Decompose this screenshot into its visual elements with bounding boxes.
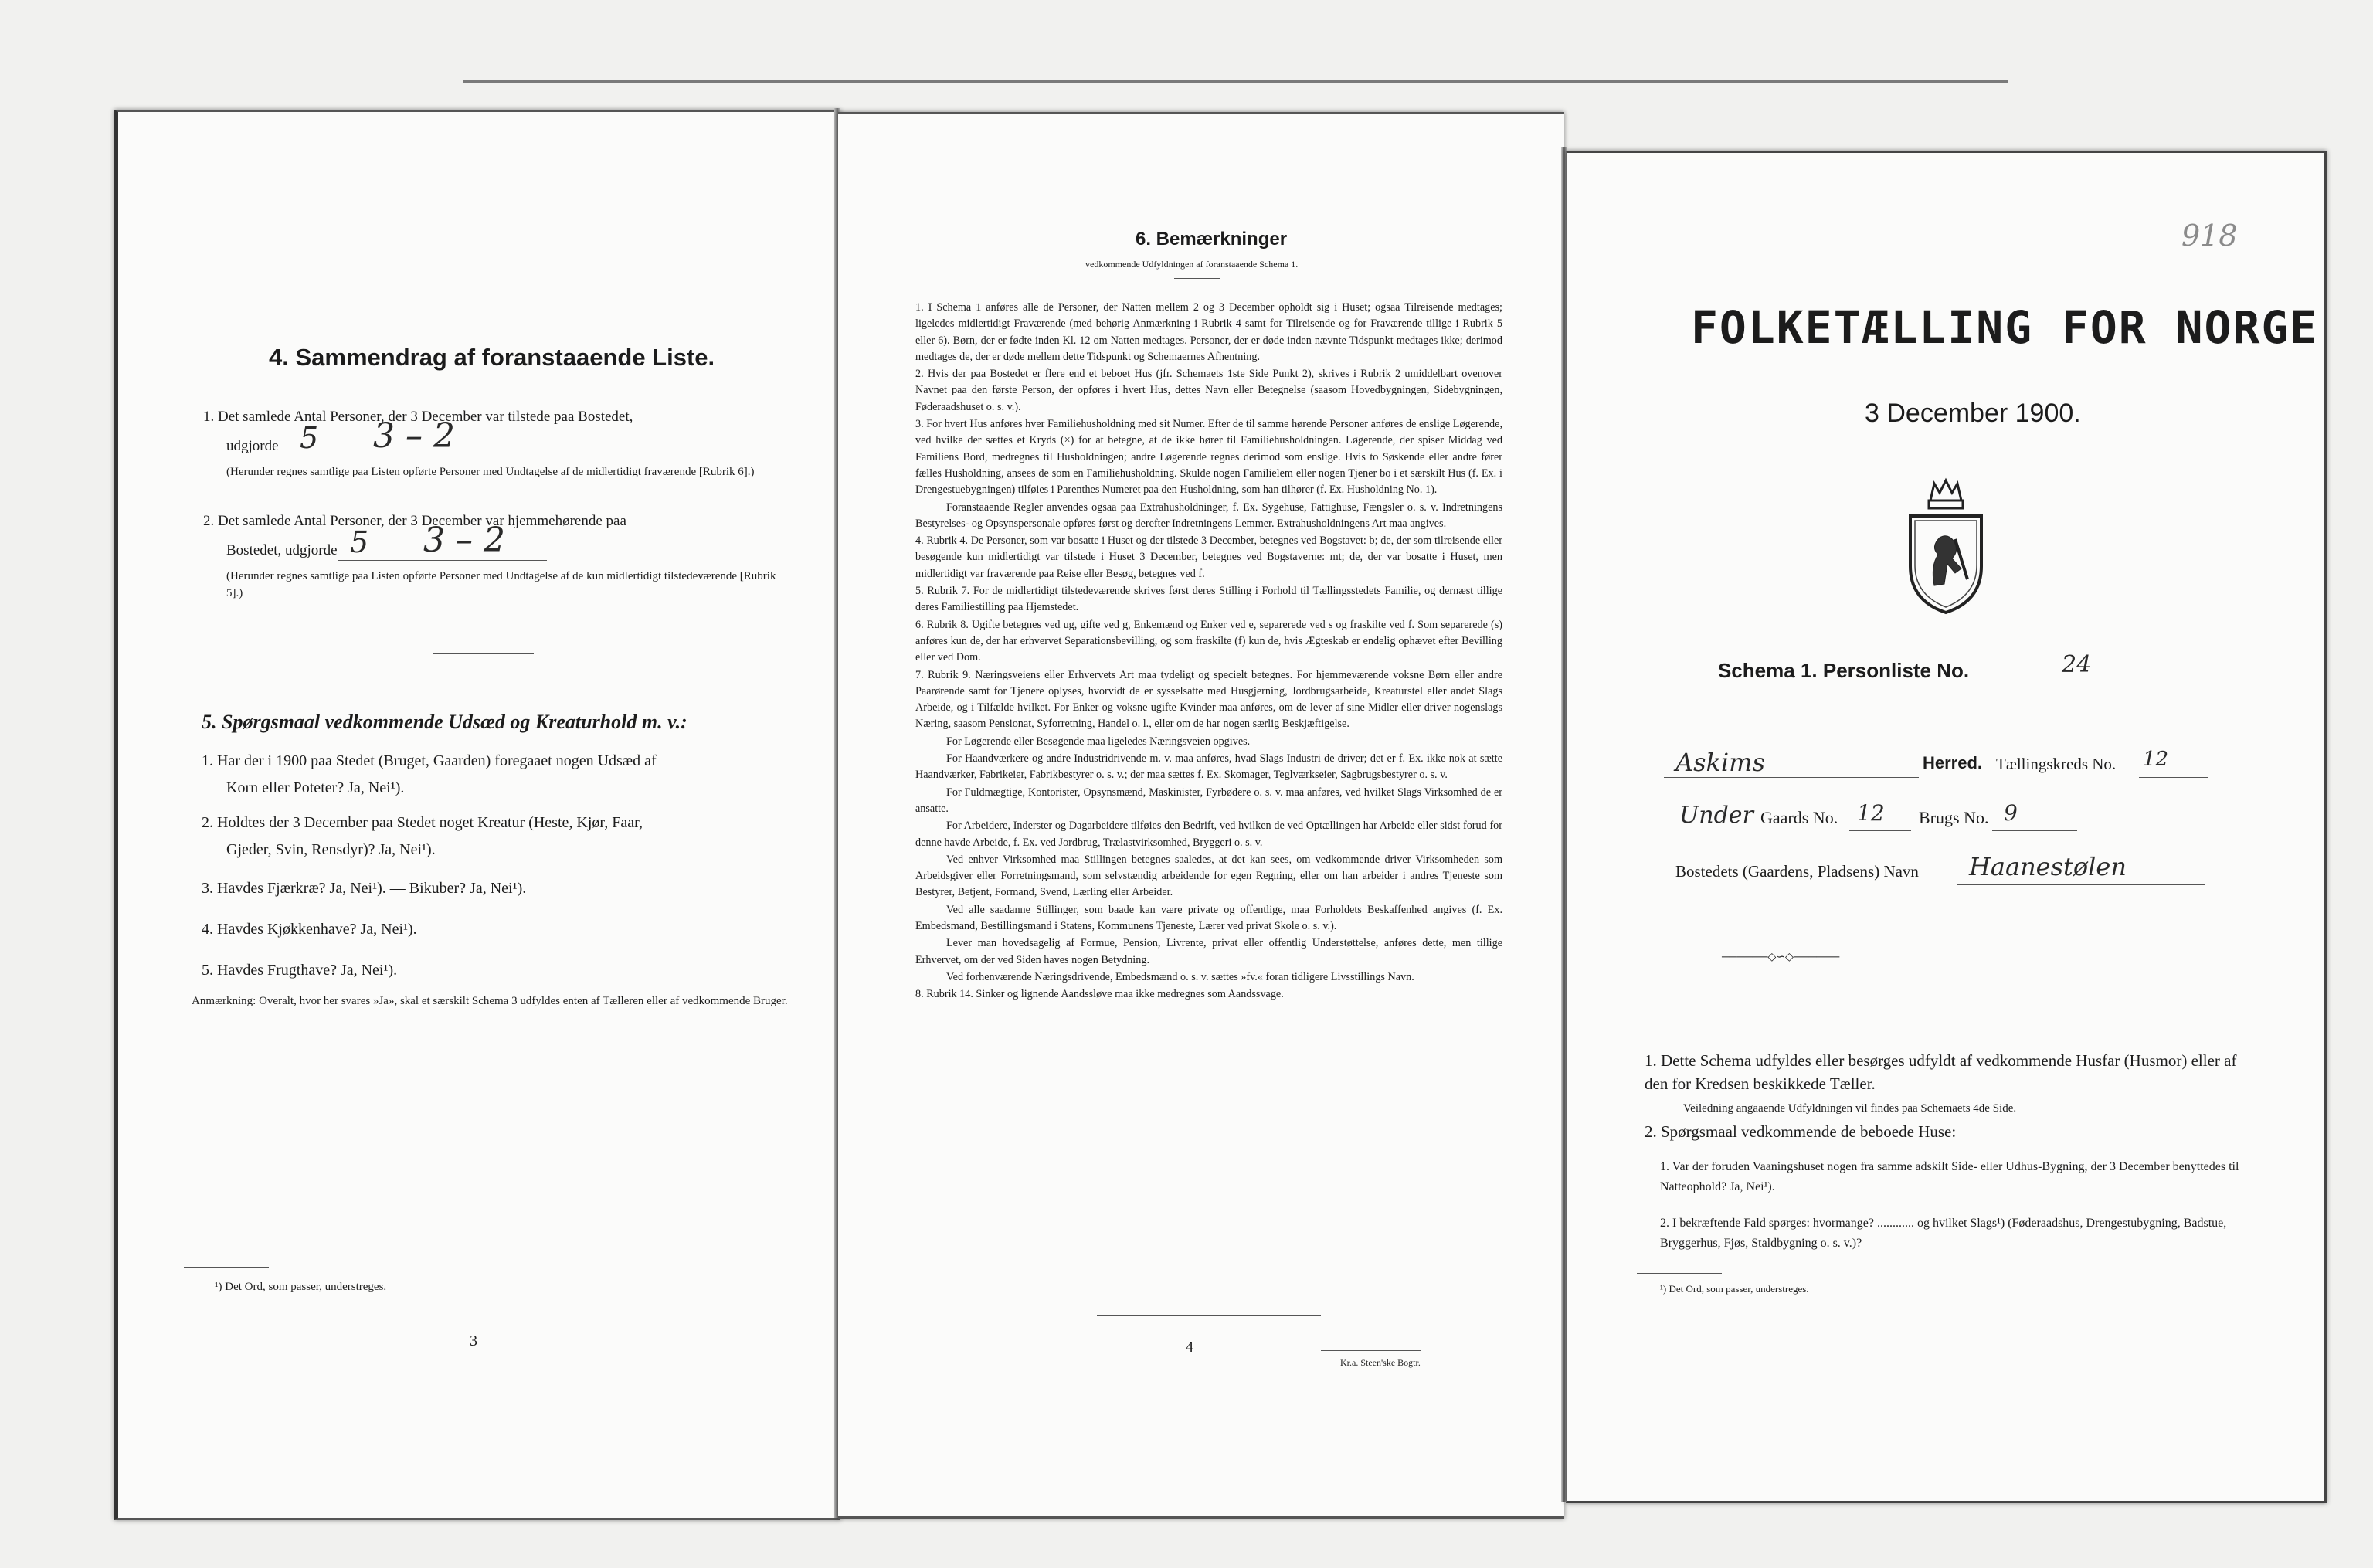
page-number: 3 [470,1332,477,1349]
s5-q5: 5. Havdes Frugthave? Ja, Nei¹). [202,962,398,979]
census-date: 3 December 1900. [1865,399,2081,428]
s5-q3: 3. Havdes Fjærkræ? Ja, Nei¹). — Bikuber? Ja, Nei¹). [202,880,527,897]
q1-note: (Herunder regnes samtlige paa Listen opførte Personer med Undtagelse af de midlertidigt fraværende [Rubrik 6].) [226,466,755,478]
kreds-number: 12 [2143,748,2169,771]
instruction-2: 2. Spørgsmaal vedkommende de beboede Huse: [1645,1122,1957,1141]
remark-item: Lever man hovedsagelig af Formue, Pension, Livrente, privat eller offentlig Understøttelse, anføres dette, men tillige Erhvervet, om der ved Siden haves nogen Betydning. [915,937,1502,966]
coat-of-arms-icon [1899,477,1992,616]
remark-item: 1. I Schema 1 anføres alle de Personer, der Natten mellem 2 og 3 December opholdt sig i Huset; ogsaa Tilreisende medtages; ligeledes midlertidigt Fraværende (med behørig Anmærkning i Rubrik 4 samt for Tilreisende og for Fraværende tillige i Rubrik 5 eller 6). Børn, der er fødte inden Kl. 12 om Natten medtages. Personer, der er døde inden nævnte Tidspunkt medtages ikke; derimod medtages de, der er døde mellem dette Tidspunkt og Schemaernes Afhentning. [915,301,1502,363]
gaards-number: 12 [1857,800,1885,826]
remark-item: Ved alle saadanne Stillinger, som baade kan være private og offentlige, maa Forholdets Beskaffenhed angives (f. Ex. Embedsmand, Bestillingsmand i Statens, Kommunens Tjeneste, Lærer ved privat Skole o. s. v.). [915,903,1502,932]
ornament: ──────◇∽◇────── [1722,952,1840,963]
instruction-1: 1. Dette Schema udfyldes eller besørges udfyldt af vedkommende Husfar (Husmor) eller af den for Kredsen beskikkede Tæller. [1645,1051,2237,1093]
remark-item: 8. Rubrik 14. Sinker og lignende Aandssløve maa ikke medregnes som Aandssvage. [915,988,1284,1001]
schema-label: Schema 1. Personliste No. [1718,659,1970,682]
s5-q1a: 1. Har der i 1900 paa Stedet (Bruget, Gaarden) foregaaet nogen Udsæd af [202,752,657,769]
q2-label: Bostedet, udgjorde [226,542,338,558]
annotation-note: Anmærkning: Overalt, hvor her svares »Ja», skal et særskilt Schema 3 udfyldes enten af Tælleren eller af vedkommende Bruger. [192,995,788,1007]
q2-value-print: 5 [350,525,369,559]
archive-number-stamp: 918 [2181,219,2238,253]
bosted-name: Haanestølen [1969,852,2127,881]
remark-item: 7. Rubrik 9. Næringsveiens eller Erhvervets Art maa tydeligt og specielt betegnes. For hjemmeværende voksne Børn eller andre Paarørende samt for Tjenere oplyses, hvorvidt de er sysselsatte med Husgjerning, Jordbrugsarbeide, Kreaturstel eller andet Slags Arbeide, og i Tilfælde hvilket. For Enker og voksne ugifte Kvinder maa anføres, om de lever af sine Midler eller driver nogenslags Næring, saasom Pensionat, Syforretning, Handel o. l., eller om de har nogen særlig Beskjæftigelse. [915,668,1502,731]
s5-q2b: Gjeder, Svin, Rensdyr)? Ja, Nei¹). [226,841,436,858]
printer-mark: Kr.a. Steen'ske Bogtr. [1340,1357,1421,1368]
remark-item: For Arbeidere, Inderster og Dagarbeidere tilføies den Bedrift, ved hvilken de ved Optællingen har Arbeide eller sidst forud for denne havde Arbeide, f. Ex. ved Jordbrug, Trælastvirksomhed, Bryggeri o. s. v. [915,820,1502,849]
page-3 [114,110,840,1520]
brugs-label: Brugs No. [1919,808,1989,827]
kreds-label: Tællingskreds No. [1996,755,2117,773]
remark-item: Foranstaaende Regler anvendes ogsaa paa Extrahusholdninger, f. Ex. Sygehuse, Fattighuse, Fængsler o. s. v. Indretningens Bestyrelses- og Opsynspersonale opføres først og derefter Indretningens Lemmer. Extrahusholdningens Art maa angives. [915,501,1502,530]
remark-item: Ved enhver Virksomhed maa Stillingen betegnes saaledes, at det kan sees, om vedkommende driver Virksomheden som Arbeidsgiver eller Forretningsmand, som selvstændig arbeidende for egen Regning, eller om han arbeider i andres Tjeneste som Bestyrer, Betjent, Formand, Svend, Lærling eller Arbeider. [915,853,1502,899]
gaards-prefix: Under [1679,802,1753,829]
remarks-subtitle: vedkommende Udfyldningen af foranstaaende Schema 1. [1085,259,1299,270]
q2-note: (Herunder regnes samtlige paa Listen opførte Personer med Undtagelse af de kun midlertidigt tilstedeværende [Rubrik 5].) [226,570,776,599]
brugs-number: 9 [2004,800,2018,826]
census-title: FOLKETÆLLING FOR NORGE [1691,301,2319,354]
section-5-title: 5. Spørgsmaal vedkommende Udsæd og Kreaturhold m. v.: [202,711,687,733]
q1-value-hand: 3 – 2 [373,416,455,456]
page-1 [1566,151,2327,1503]
bosted-label: Bostedets (Gaardens, Pladsens) Navn [1675,862,1919,881]
remarks-list [915,300,1502,1003]
section-4-title: 4. Sammendrag af foranstaaende Liste. [269,344,715,371]
s5-q4: 4. Havdes Kjøkkenhave? Ja, Nei¹). [202,921,417,938]
remark-item: 2. Hvis der paa Bostedet er flere end et beboet Hus (jfr. Schemaets 1ste Side Punkt 2), skrives i Rubrik 2 umiddelbart ovenover Navnet paa den første Person, der opføres i hvert Hus, dettes Navn eller Betegnelse (saasom Hovedbygningen, Sidebygningen, Føderaadshuset o. s. v.). [915,368,1502,413]
gaards-label: Gaards No. [1760,808,1838,827]
instruction-2-q2: 2. I bekræftende Fald spørges: hvormange? ............ og hvilket Slags¹) (Føderaadshus, Drengestubygning, Badstue, Bryggerhus, Fjøs, Staldbygning o. s. v.)? [1660,1217,2227,1250]
page-number: 4 [1186,1339,1193,1356]
remark-item: 3. For hvert Hus anføres hver Familiehusholdning med sit Numer. Efter de til samme hørende Personer anføres de enslige Løgerende, ved hvilke der sættes et Kryds (×) for at betegne, at de ikke hører til Familiehusholdningen. Løgerende, der spiser Middag ved Familiens Bord, medregnes til Husholdningen; andre Løgerende regnes derimod som enslige. Hvis to Søskende eller andre fører fælles Husholdning, ansees de som en Familiehusholdning. Skulde nogen Familielem eller nogen Tjener bo i et særskilt Hus (f. Ex. i Drengestuebygningen) tilføies i Parenthes Numeret paa den Husholdning, som han tilhører (f. Ex. Husholdning No. 1). [915,418,1502,497]
remarks-title: 6. Bemærkninger [1136,229,1288,249]
instruction-2-q1: 1. Var der foruden Vaaningshuset nogen fra samme adskilt Side- eller Udhus-Bygning, der 3 December benyttedes til Natteophold? Ja, Nei¹). [1660,1160,2239,1193]
remark-item: For Fuldmægtige, Kontorister, Opsynsmænd, Maskinister, Fyrbødere o. s. v. maa anføres, ved hvilket Slags Virksomhed de er ansatte. [915,786,1502,815]
remark-item: For Haandværkere og andre Industridrivende m. v. maa anføres, hvad Slags Industri de driver; det er f. Ex. ikke nok at sætte Haandværker, Fabrikeier, Fabrikbestyrer o. s. v.; der maa sættes f. Ex. Skomager, Teglværkseier, Sagbrugsbestyrer o. s. v. [915,752,1502,782]
q1-label: udgjorde [226,438,279,454]
q1-value-print: 5 [300,421,319,455]
herred-name: Askims [1675,748,1765,777]
instruction-1-note: Veiledning angaaende Udfyldningen vil findes paa Schemaets 4de Side. [1683,1102,2017,1115]
remark-item: 4. Rubrik 4. De Personer, som var bosatte i Huset og der tilstede 3 December, betegnes ved Bogstavet: b; de, der som tilreisende eller besøgende kun midlertidigt var tilstede i Huset 3 December, betegnes ved Bogstaverne: mt; de, der var bosatte i Huset, men midlertidigt var fraværende paa Reise eller Besøg, betegnes ved f. [915,535,1502,580]
personliste-number: 24 [2062,651,2092,678]
q2-value-hand: 3 – 2 [423,521,505,560]
s5-q2a: 2. Holdtes der 3 December paa Stedet noget Kreatur (Heste, Kjør, Faar, [202,814,643,831]
q1-line1: 1. Det samlede Antal Personer, der 3 December var tilstede paa Bostedet, [203,409,633,425]
scan-edge-line [463,80,2008,83]
divider [433,653,534,654]
remark-item: For Løgerende eller Besøgende maa ligeledes Næringsveien opgives. [946,735,1251,748]
page-4 [838,112,1564,1519]
remark-item: 5. Rubrik 7. For de midlertidigt tilstedeværende skrives først deres Stilling i Forhold til Tællingsstedets Familie, og dernæst tillige deres Familiestilling paa Hjemstedet. [915,585,1502,614]
remark-item: 6. Rubrik 8. Ugifte betegnes ved ug, gifte ved g, Enkemænd og Enker ved e, separerede ved s og fraskilte ved f. Som separerede (s) anføres kun de, der har erhvervet Separationsbevilling, og som fraskilte (f) kun de, hvis Ægteskab er endelig ophævet efter Bevilling eller ved Dom. [915,618,1502,664]
remark-item: Ved forhenværende Næringsdrivende, Embedsmænd o. s. v. sættes »fv.« foran tidligere Livsstillings Navn. [946,970,1414,983]
herred-label: Herred. [1923,753,1983,772]
footnote: ¹) Det Ord, som passer, understreges. [1660,1283,1809,1295]
q2-line1: 2. Det samlede Antal Personer, der 3 December var hjemmehørende paa [203,513,626,529]
footnote: ¹) Det Ord, som passer, understreges. [215,1281,387,1293]
s5-q1b: Korn eller Poteter? Ja, Nei¹). [226,779,405,796]
